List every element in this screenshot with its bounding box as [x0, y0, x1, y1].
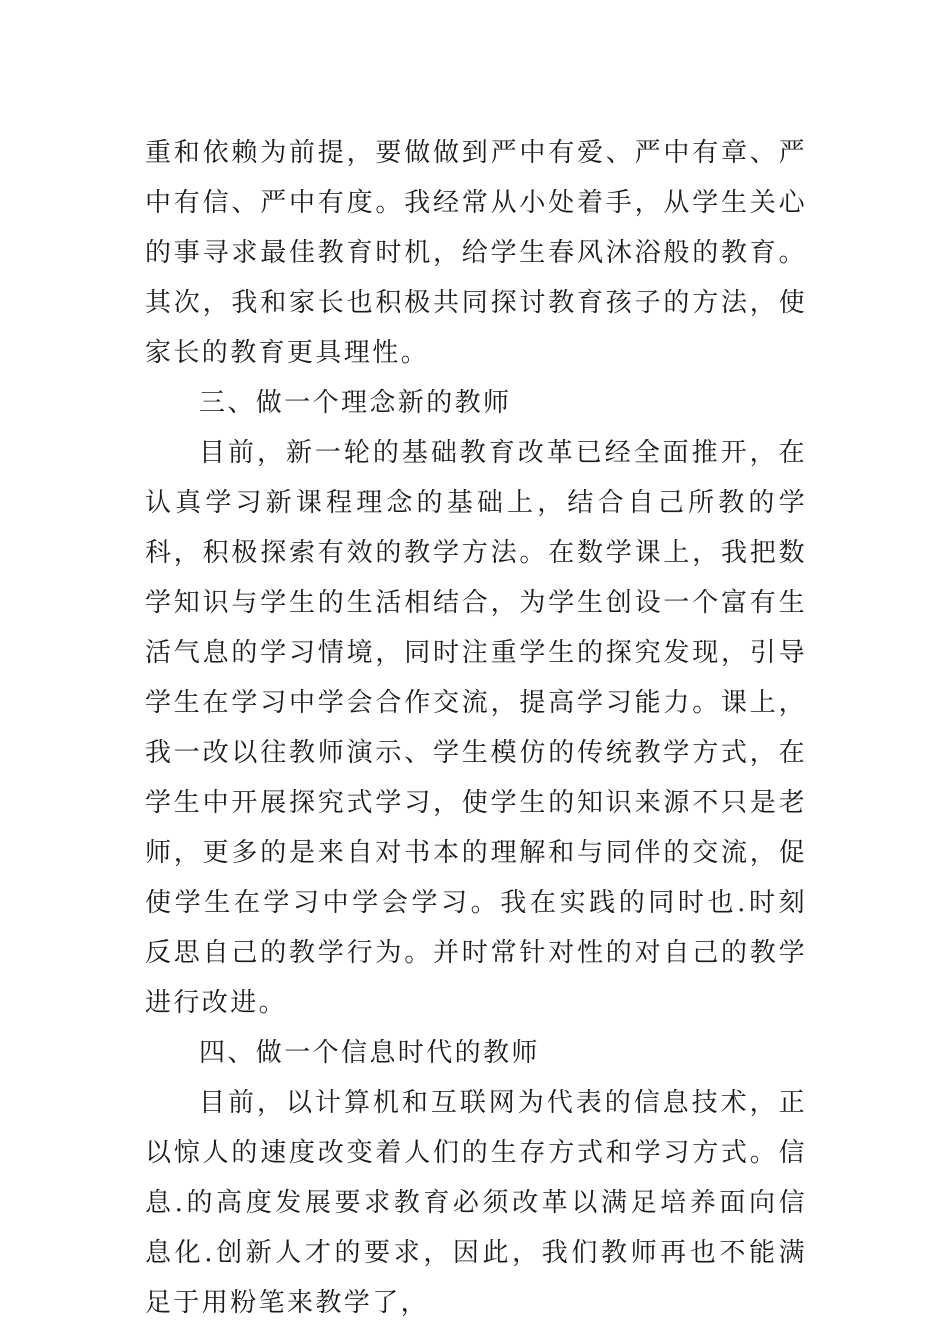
body-paragraph: 重和依赖为前提，要做做到严中有爱、严中有章、严中有信、严中有度。我经常从小处着手，从学生关心的事寻求最佳教育时机，给学生春风沐浴般的教育。其次，我和家长也积极共同探讨教育孩子的方法，使家长的教育更具理性。: [145, 138, 807, 368]
section-heading: 三、做一个理念新的教师: [199, 388, 512, 418]
section-heading: 四、做一个信息时代的教师: [199, 1038, 540, 1068]
body-paragraph: 目前，以计算机和互联网为代表的信息技术，正以惊人的速度改变着人们的生存方式和学习方式。信息.的高度发展要求教育必须改革以满足培养面向信息化.创新人才的要求，因此，我们教师再也不能满足于用粉笔来教学了，: [145, 1088, 807, 1318]
body-paragraph: 目前，新一轮的基础教育改革已经全面推开，在认真学习新课程理念的基础上，结合自己所教的学科，积极探索有效的教学方法。在数学课上，我把数学知识与学生的生活相结合，为学生创设一个富有生活气息的学习情境，同时注重学生的探究发现，引导学生在学习中学会合作交流，提高学习能力。课上，我一改以往教师演示、学生模仿的传统教学方式，在学生中开展探究式学习，使学生的知识来源不只是老师，更多的是来自对书本的理解和与同伴的交流，促使学生在学习中学会学习。我在实践的同时也.时刻反思自己的教学行为。并时常针对性的对自己的教学进行改进。: [145, 438, 807, 1018]
document-page: [145, 128, 807, 1328]
